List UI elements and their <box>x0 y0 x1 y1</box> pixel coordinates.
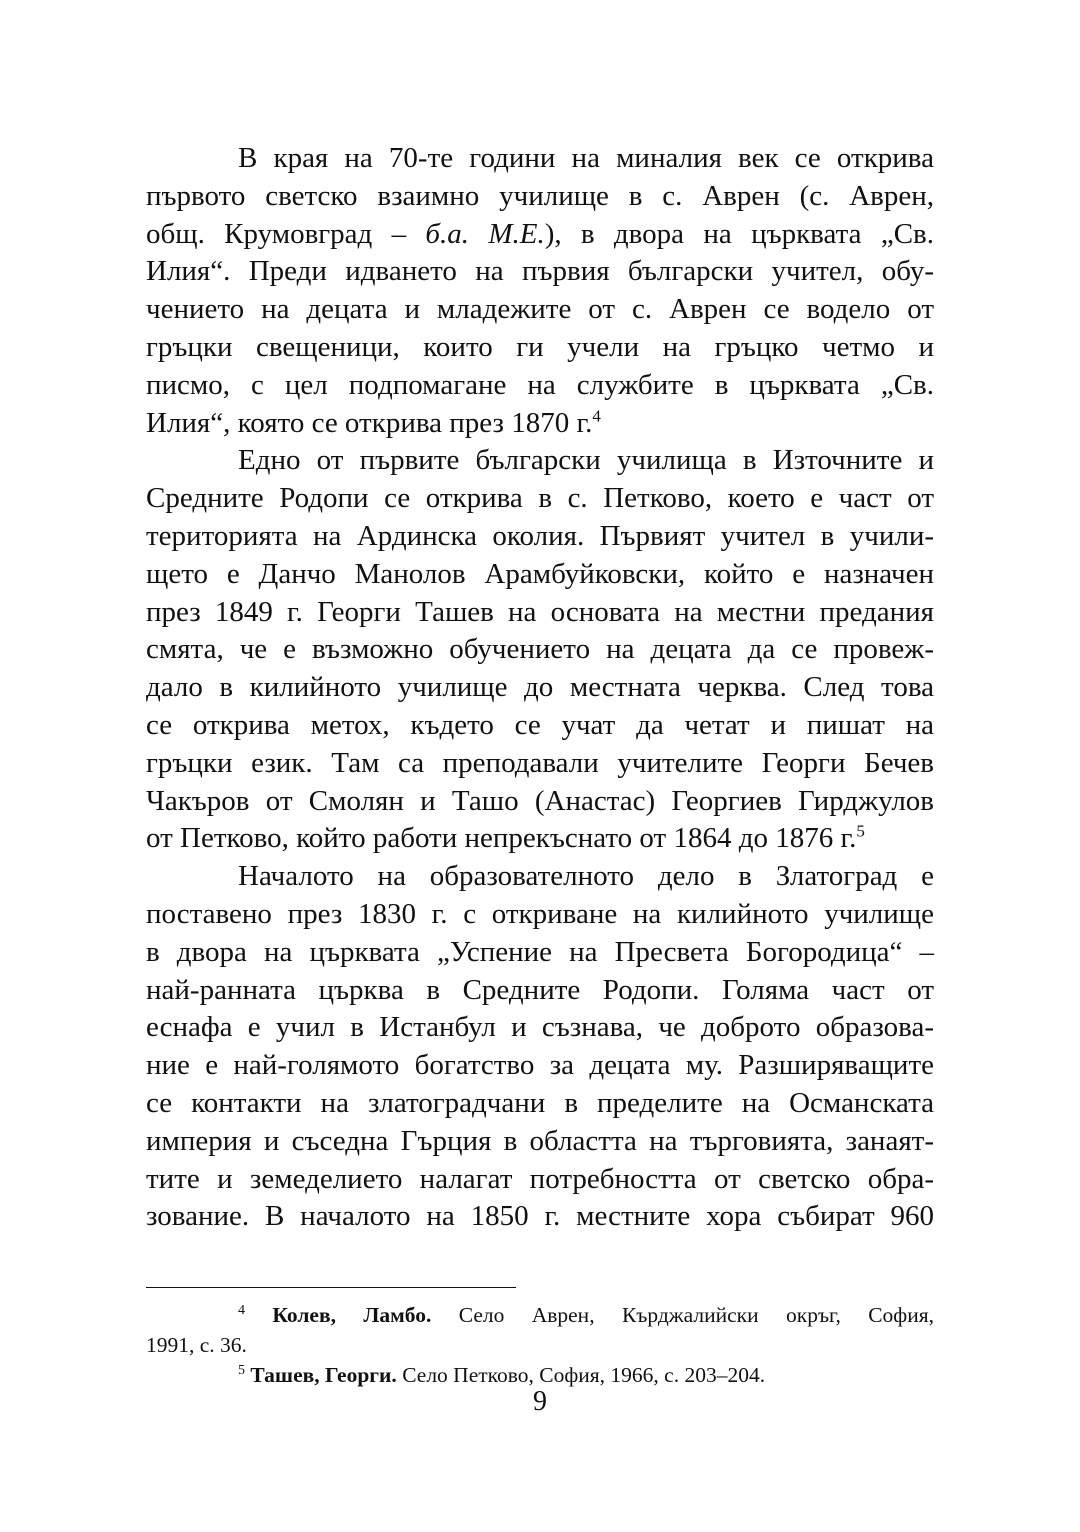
text-line: империя и съседна Гърция в областта на търговията, занаят- <box>146 1124 934 1157</box>
footnote-mark: 5 <box>238 1362 245 1378</box>
footnotes <box>146 1300 934 1390</box>
footnote-ref-4[interactable]: 4 <box>592 405 601 425</box>
footnote-ref-5[interactable]: 5 <box>856 821 865 841</box>
footnote-text: Село Аврен, Кърджалийски окръг, София, <box>431 1303 934 1327</box>
text-line: ние е най-голямото богатство за децата му. Разширяващите <box>146 1049 934 1082</box>
paragraph-1 <box>146 140 934 442</box>
body-text <box>146 140 934 1236</box>
text-segment: общ. Крумовград – <box>146 217 426 250</box>
footnote-author: Ташев, Георги. <box>250 1363 397 1387</box>
text-line: първото светско взаимно училище в с. Аврен (с. Аврен, <box>146 179 934 212</box>
text-line: тите и земеделието налагат потребността от светско обра- <box>146 1162 934 1195</box>
footnote-4-continuation: 1991, с. 36. <box>146 1333 247 1357</box>
text-line: еснафа е учил в Истанбул и съзнава, че доброто образова- <box>146 1011 934 1044</box>
text-line: се открива метох, където се учат да четат и пишат на <box>146 708 934 741</box>
text-line: зование. В началото на 1850 г. местните хора събират 960 <box>146 1200 934 1233</box>
text-line: територията на Ардинска околия. Първият учител в учили- <box>146 519 934 552</box>
text-segment: от Петково, който работи непрекъснато от 1864 до 1876 г. <box>146 822 857 855</box>
paragraph-2 <box>146 442 934 858</box>
footnote-author: Колев, Ламбо. <box>272 1303 432 1327</box>
text-line: писмо, с цел подпомагане на службите в църквата „Св. <box>146 368 934 401</box>
text-line: се контакти на златоградчани в пределите на Османската <box>146 1086 934 1119</box>
text-line: поставено през 1830 г. с откриване на килийното училище <box>146 897 934 930</box>
text-line: гръцки език. Там са преподавали учителите Георги Бечев <box>146 746 934 779</box>
text-line: щето е Данчо Манолов Арамбуйковски, който е назначен <box>146 557 934 590</box>
text-line: в двора на църквата „Успение на Пресвета Богородица“ – <box>146 935 934 968</box>
text-line <box>146 216 934 254</box>
text-segment: Илия“, която се открива през 1870 г. <box>146 406 593 439</box>
text-line: В края на 70-те години на миналия век се открива <box>238 142 934 174</box>
footnote-text: Село Петково, София, 1966, с. 203–204. <box>396 1363 766 1387</box>
footnote-separator <box>146 1287 516 1288</box>
page-number: 9 <box>533 1386 547 1417</box>
footnote-mark: 4 <box>238 1302 245 1318</box>
text-line: Едно от първите български училища в Източните и <box>238 444 934 477</box>
text-line: Чакъров от Смолян и Ташо (Анастас) Георгиев Гирджулов <box>146 784 934 817</box>
text-line: най-ранната църква в Средните Родопи. Голяма част от <box>146 973 934 1006</box>
text-line: чението на децата и младежите от с. Аврен се водело от <box>146 293 934 326</box>
text-line: Началото на образователното дело в Златоград е <box>238 860 934 893</box>
text-line: Илия“. Преди идването на първия български учител, обу- <box>146 255 934 288</box>
text-line <box>146 405 934 443</box>
text-line: гръцки свещеници, които ги учели на гръцко четмо и <box>146 330 934 363</box>
author-abbreviation: б.а. М.Е. <box>425 217 545 250</box>
text-line <box>146 820 934 858</box>
text-line: смята, че е възможно обучението на децата да се провеж- <box>146 633 934 666</box>
text-line: дало в килийното училище до местната черква. След това <box>146 671 934 704</box>
footnote-4 <box>146 1300 934 1330</box>
text-segment: ), в двора на църквата „Св. <box>544 217 934 250</box>
paragraph-3 <box>146 858 934 1236</box>
text-line: Средните Родопи се открива в с. Петково, което е част от <box>146 482 934 515</box>
text-line: през 1849 г. Георги Ташев на основата на местни предания <box>146 595 934 628</box>
